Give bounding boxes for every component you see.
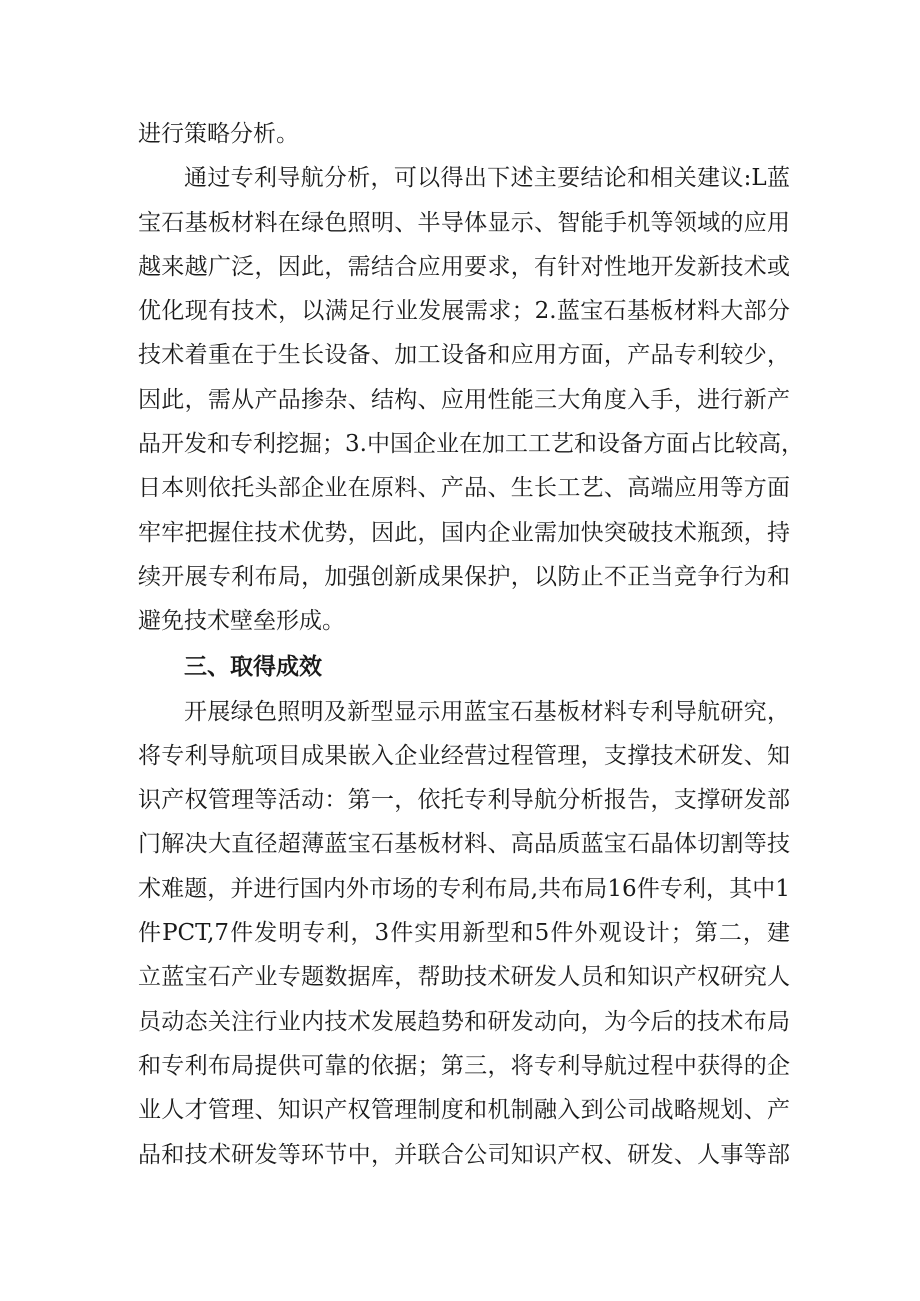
text-line: 因此，需从产品掺杂、结构、应用性能三大角度入手，进行新产 — [138, 386, 790, 413]
paragraph-conclusions — [138, 112, 804, 644]
text-line: 门解决大直径超薄蓝宝石基板材料、高品质蓝宝石晶体切割等技 — [138, 831, 790, 858]
paragraph-results — [138, 690, 790, 1177]
text-line: 开展绿色照明及新型显示用蓝宝石基板材料专利导航研究， — [184, 698, 790, 725]
text-line: 将专利导航项目成果嵌入企业经营过程管理，支撑技术研发、知 — [138, 742, 790, 769]
text-line: 识产权管理等活动：第一，依托专利导航分析报告，支撑研发部 — [138, 787, 790, 814]
text-line: 日本则依托头部企业在原料、产品、生长工艺、高端应用等方面 — [138, 475, 790, 502]
document-body — [138, 112, 804, 1177]
text-line: 品开发和专利挖掘；3.中国企业在加工工艺和设备方面占比较高， — [138, 431, 804, 458]
text-line: 立蓝宝石产业专题数据库，帮助技术研发人员和知识产权研究人 — [138, 964, 790, 991]
text-line: 越来越广泛，因此，需结合应用要求，有针对性地开发新技术或 — [138, 253, 790, 280]
text-line: 优化现有技术，以满足行业发展需求；2.蓝宝石基板材料大部分 — [138, 298, 790, 325]
text-line: 品和技术研发等环节中，并联合公司知识产权、研发、人事等部 — [138, 1141, 790, 1168]
text-line: 牢牢把握住技术优势，因此，国内企业需加快突破技术瓶颈，持 — [138, 519, 790, 546]
text-line: 员动态关注行业内技术发展趋势和研发动向，为今后的技术布局 — [138, 1008, 790, 1035]
text-line: 宝石基板材料在绿色照明、半导体显示、智能手机等领域的应用 — [138, 209, 790, 236]
text-line: 续开展专利布局，加强创新成果保护，以防止不正当竞争行为和 — [138, 563, 790, 590]
text-line: 和专利布局提供可靠的依据；第三，将专利导航过程中获得的企 — [138, 1052, 790, 1079]
text-line: 术难题，并进行国内外市场的专利布局,共布局16件专利，其中1 — [138, 875, 790, 902]
section-heading: 三、取得成效 — [184, 653, 322, 680]
text-line: 件PCT,7件发明专利，3件实用新型和5件外观设计；第二，建 — [138, 920, 790, 947]
text-line: 业人才管理、知识产权管理制度和机制融入到公司战略规划、产 — [138, 1097, 790, 1124]
text-line: 通过专利导航分析，可以得出下述主要结论和相关建议:L蓝 — [184, 165, 790, 192]
text-line: 避免技术壁垒形成。 — [138, 608, 345, 635]
text-line: 进行策略分析。 — [138, 121, 299, 147]
text-line: 技术着重在于生长设备、加工设备和应用方面，产品专利较少， — [138, 342, 790, 369]
